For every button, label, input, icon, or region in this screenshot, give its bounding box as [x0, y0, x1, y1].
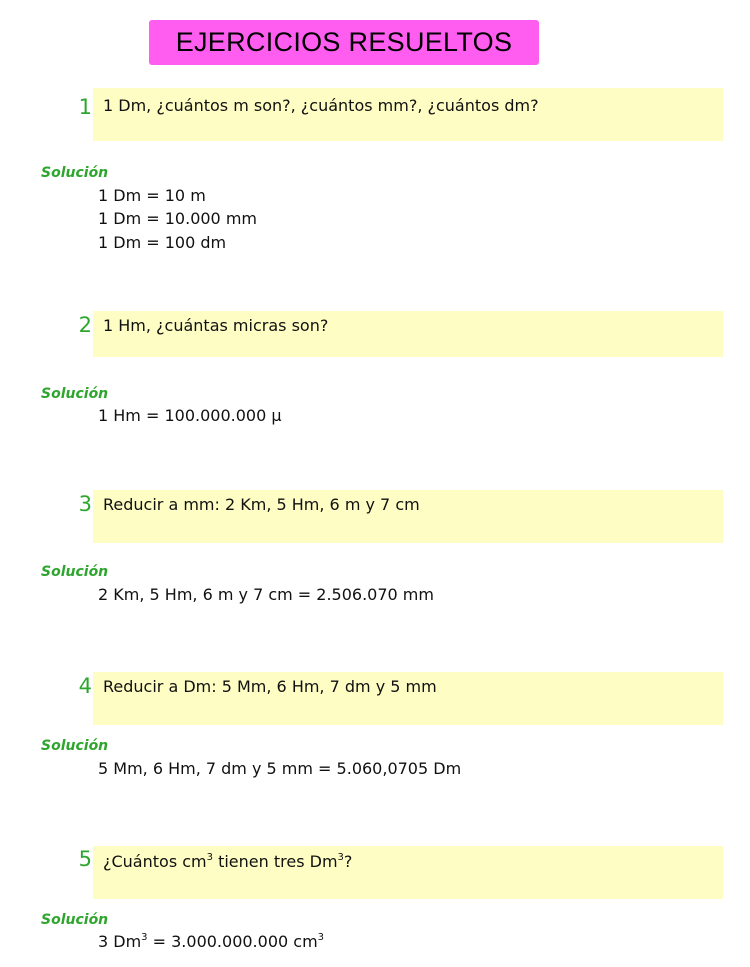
question-box [93, 846, 723, 899]
answer-line: 2 Km, 5 Hm, 6 m y 7 cm = 2.506.070 mm [98, 585, 434, 604]
answer-line: 5 Mm, 6 Hm, 7 dm y 5 mm = 5.060,0705 Dm [98, 759, 462, 778]
solution-label: Solución [41, 165, 109, 181]
answer-line: 1 Dm = 10 m [98, 186, 206, 205]
answer-line: 1 Dm = 10.000 mm [98, 209, 257, 228]
question-box [93, 311, 723, 357]
exercise-number: 1 [78, 95, 92, 119]
question-box [93, 672, 723, 725]
solution-label: Solución [41, 386, 109, 402]
question-box [93, 490, 723, 543]
solution-label: Solución [41, 738, 109, 754]
exercise-number: 4 [78, 674, 92, 698]
question-text: 1 Dm, ¿cuántos m son?, ¿cuántos mm?, ¿cuántos dm? [103, 96, 539, 115]
question-text: Reducir a Dm: 5 Mm, 6 Hm, 7 dm y 5 mm [103, 677, 437, 696]
answer-line: 1 Dm = 100 dm [98, 233, 227, 252]
exercise-number: 2 [78, 313, 92, 337]
exercise-number: 3 [78, 492, 92, 516]
solution-label: Solución [41, 912, 109, 928]
question-text: Reducir a mm: 2 Km, 5 Hm, 6 m y 7 cm [103, 495, 420, 514]
answer-line: 3 $Dm^3 = 3.000.000.000$ $cm^3$ [98, 932, 325, 951]
answer-line: 1 Hm = 100.000.000 μ [98, 406, 282, 425]
solution-label: Solución [41, 564, 109, 580]
exercise-number: 5 [78, 847, 92, 871]
question-text: 1 Hm, ¿cuántas micras son? [103, 316, 329, 335]
page-title: EJERCICIOS RESUELTOS [149, 20, 539, 65]
question-box [93, 88, 723, 141]
question-text: ¿Cuántos $cm^3$ tienen tres Dm$^3$? [103, 852, 353, 871]
